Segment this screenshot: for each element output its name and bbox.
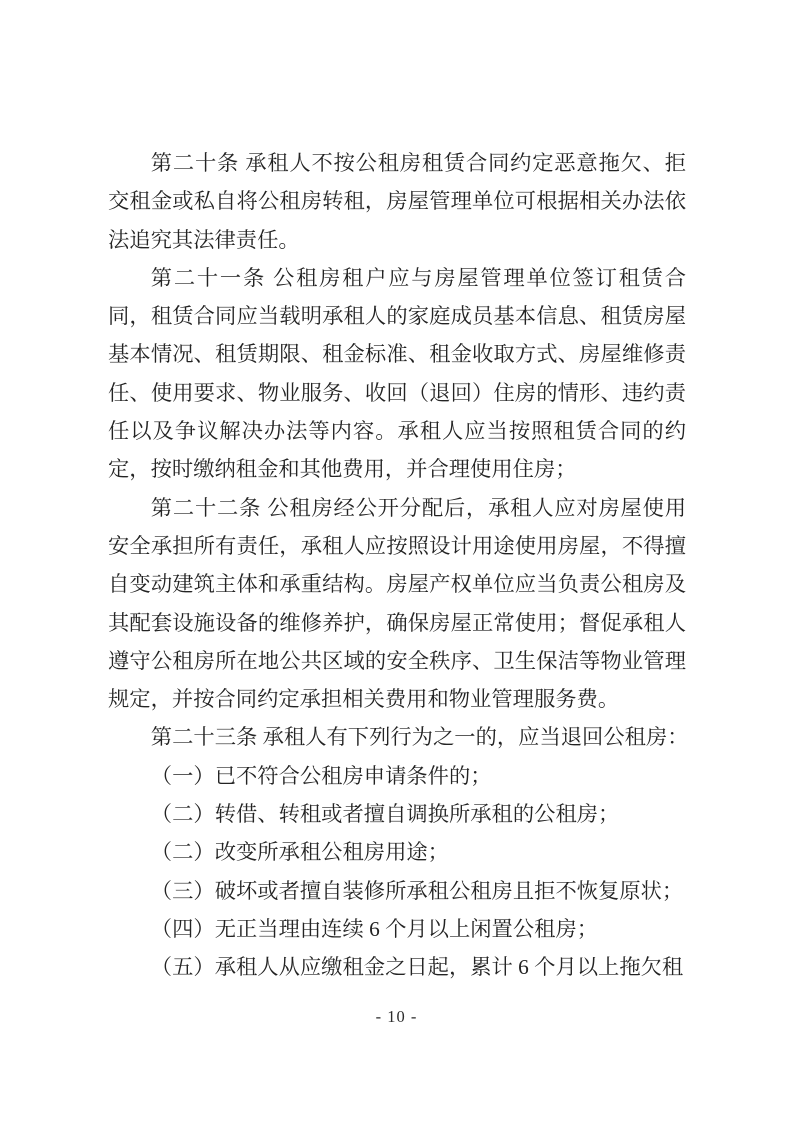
text-line: 遵守公租房所在地公共区域的安全秩序、卫生保洁等物业管理 (108, 648, 686, 673)
text-line: 规定，并按合同约定承担相关费用和物业管理服务费。 (108, 687, 620, 712)
text-line: （二）转借、转租或者擅自调换所承租的公租房； (150, 802, 620, 827)
text-line: （四）无正当理由连续 6 个月以上闲置公租房； (150, 916, 599, 941)
text-line: 其配套设施设备的维修养护，确保房屋正常使用；督促承租人 (108, 610, 686, 635)
text-line: （一）已不符合公租房申请条件的； (150, 763, 492, 788)
text-line: 第二十三条 承租人有下列行为之一的，应当退回公租房： (150, 725, 689, 750)
text-line: 第二十条 承租人不按公租房租赁合同约定恶意拖欠、拒 (150, 151, 686, 175)
text-line: 任、使用要求、物业服务、收回（退回）住房的情形、违约责 (108, 380, 686, 405)
text-line: （二）改变所承租公租房用途； (150, 840, 449, 865)
text-line: 交租金或私自将公租房转租，房屋管理单位可根据相关办法依 (108, 189, 686, 214)
text-line: 同，租赁合同应当载明承租人的家庭成员基本信息、租赁房屋 (108, 304, 686, 329)
text-line: （三）破坏或者擅自装修所承租公租房且拒不恢复原状； (150, 878, 684, 903)
text-line: 法追究其法律责任。 (108, 227, 300, 252)
document-body (108, 144, 689, 987)
text-line: （五）承租人从应缴租金之日起，累计 6 个月以上拖欠租 (150, 955, 684, 980)
text-line: 第二十二条 公租房经公开分配后，承租人应对房屋使用 (150, 495, 686, 520)
text-line: 任以及争议解决办法等内容。承租人应当按照租赁合同的约 (108, 419, 686, 444)
text-line: 第二十一条 公租房租户应与房屋管理单位签订租赁合 (150, 265, 686, 290)
page-number: - 10 - (375, 1007, 418, 1026)
text-line: 定，按时缴纳租金和其他费用，并合理使用住房； (108, 457, 577, 482)
text-line: 安全承担所有责任，承租人应按照设计用途使用房屋，不得擅 (108, 533, 686, 558)
text-line: 自变动建筑主体和承重结构。房屋产权单位应当负责公租房及 (108, 572, 686, 597)
text-line: 基本情况、租赁期限、租金标准、租金收取方式、房屋维修责 (108, 342, 686, 367)
